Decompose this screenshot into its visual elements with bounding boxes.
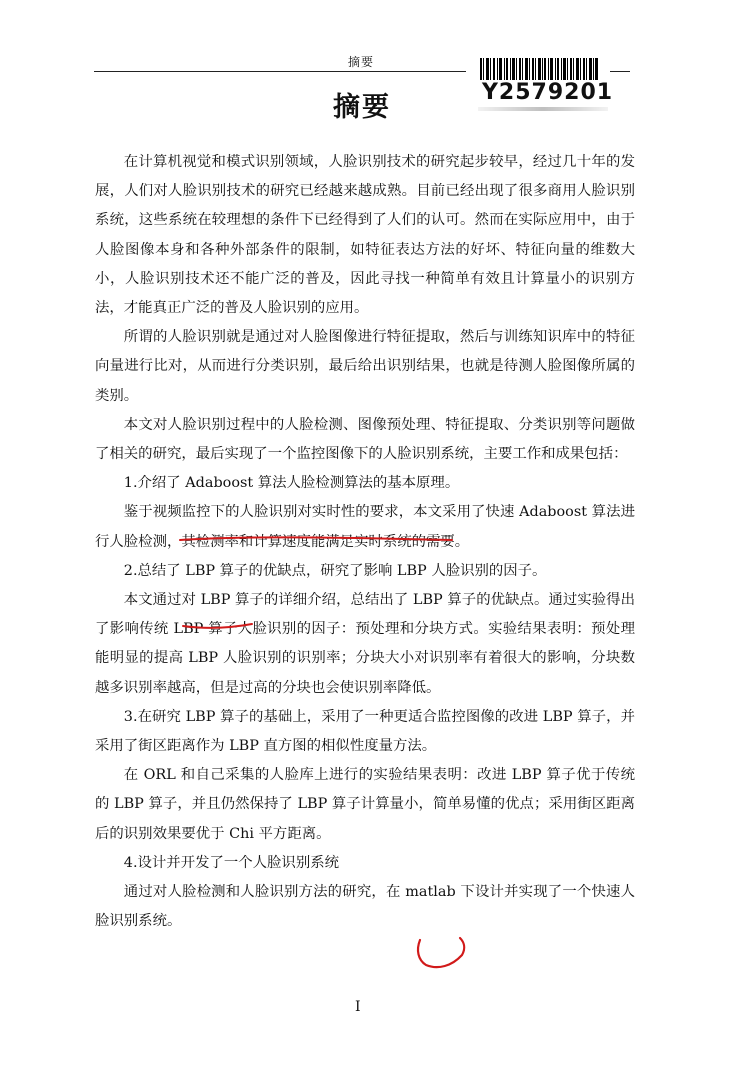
list-item: 2.总结了 LBP 算子的优缺点，研究了影响 LBP 人脸识别的因子。 [123,562,547,579]
paragraph: 鉴于视频监控下的人脸识别对实时性的要求，本文采用了快速 Adaboost 算法进行人脸检测，其检测率和计算速度能满足实时系统的需要。 [95,504,635,550]
paragraph: 在 ORL 和自己采集的人脸库上进行的实验结果表明：改进 LBP 算子优于传统的 LBP 算子，并且仍然保持了 LBP 算子计算量小，简单易懂的优点；采用街区距离后的识别效果要优于 Chi 平方距离。 [95,767,635,842]
scan-smudge [478,107,608,111]
header-rule-right [610,71,630,72]
barcode-number: Y2579201 [482,80,614,105]
paragraph: 通过对人脸检测和人脸识别方法的研究，在 matlab 下设计并实现了一个快速人脸识别系统。 [95,884,635,930]
paragraph: 所谓的人脸识别就是通过对人脸图像进行特征提取，然后与训练知识库中的特征向量进行比对，从而进行分类识别，最后给出识别结果，也就是待测人脸图像所属的类别。 [95,329,635,404]
page-title: 摘要 [333,92,391,123]
running-header: 摘要 [348,55,375,69]
list-item: 4.设计并开发了一个人脸识别系统 [123,854,339,871]
paragraph: 本文对人脸识别过程中的人脸检测、图像预处理、特征提取、分类识别等问题做了相关的研究，最后实现了一个监控图像下的人脸识别系统，主要工作和成果包括： [95,416,635,463]
barcode-icon [480,58,598,80]
circle-mark [418,938,464,967]
list-item: 3.在研究 LBP 算子的基础上，采用了一种更适合监控图像的改进 LBP 算子，并采用了街区距离作为 LBP 直方图的相似性度量方法。 [95,708,635,755]
header-rule [94,71,466,72]
list-item: 1.介绍了 Adaboost 算法人脸检测算法的基本原理。 [123,475,460,492]
paragraph: 在计算机视觉和模式识别领域，人脸识别技术的研究起步较早，经过几十年的发展，人们对人脸识别技术的研究已经越来越成熟。目前已经出现了很多商用人脸识别系统，这些系统在较理想的条件下已经得到了人们的认可。然而在实际应用中，由于人脸图像本身和各种外部条件的限制，如特征表达方法的好坏、特征向量的维数大小，人脸识别技术还不能广泛的普及，因此寻找一种简单有效且计算量小的识别方法，才能真正广泛的普及人脸识别的应用。 [95,154,635,317]
page-number: I [355,999,361,1015]
abstract-body [95,148,635,936]
paragraph: 本文通过对 LBP 算子的详细介绍，总结出了 LBP 算子的优缺点。通过实验得出了影响传统 LBP 算子人脸识别的因子：预处理和分块方式。实验结果表明：预处理能明显的提高 LBP 人脸识别的识别率；分块大小对识别率有着很大的影响，分块数越多识别率越高，但是过高的分块也会使识别率降低。 [95,592,635,696]
